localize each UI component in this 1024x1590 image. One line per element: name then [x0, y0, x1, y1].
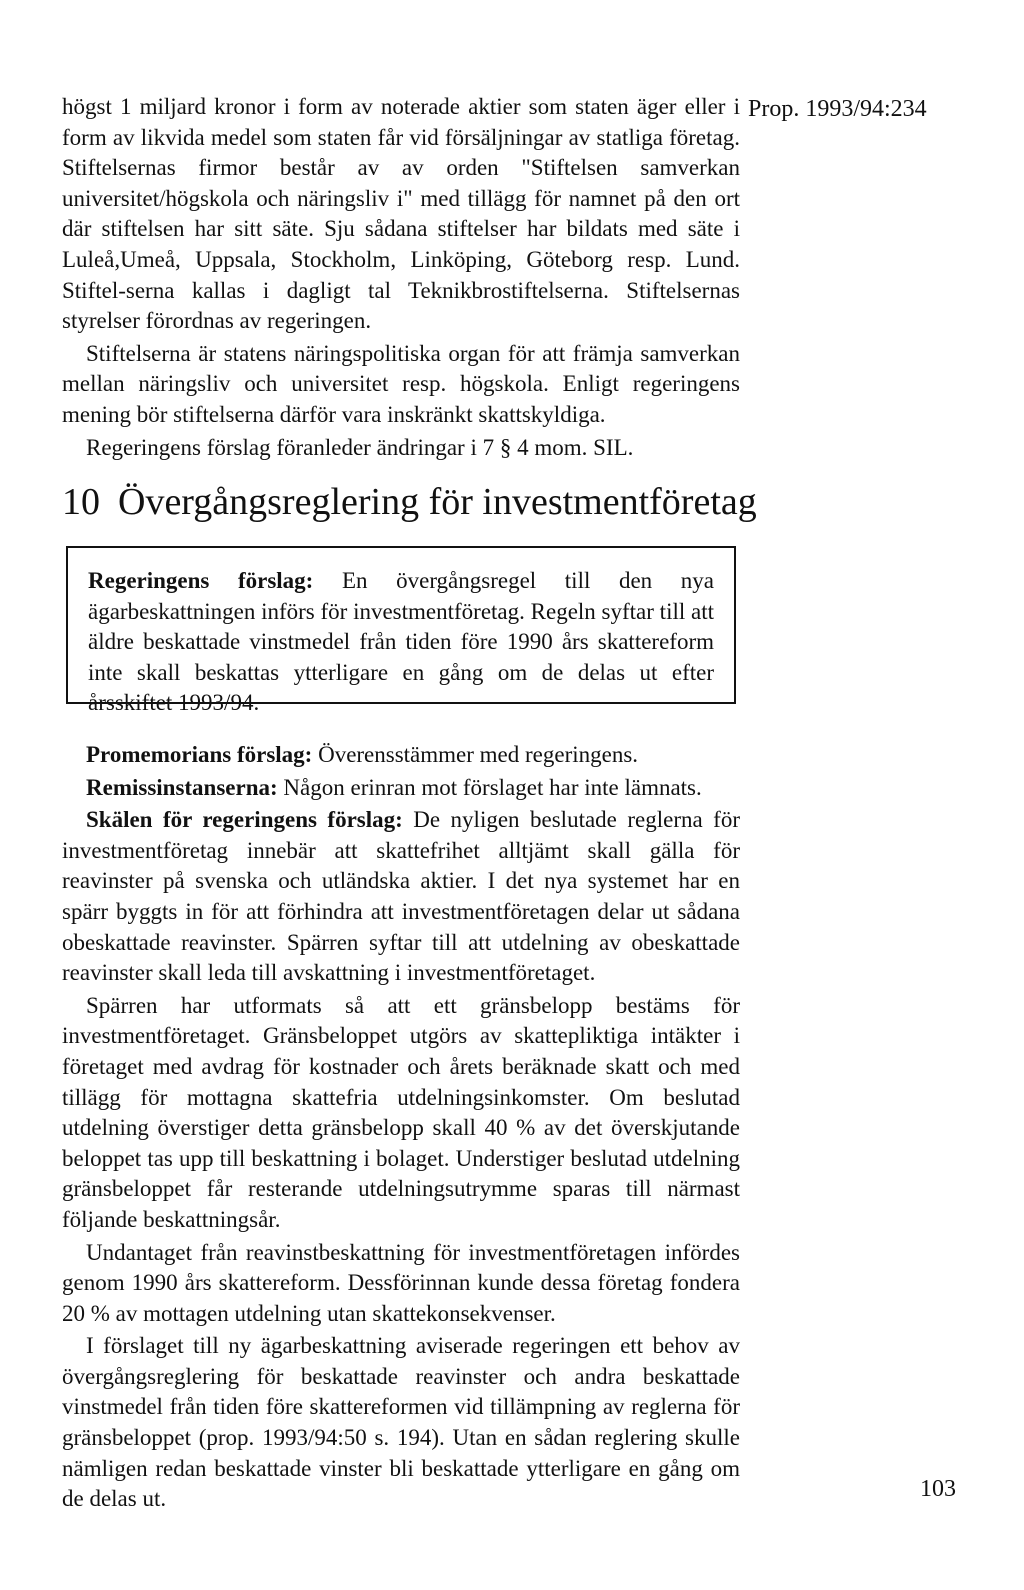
intro-paragraph-1: högst 1 miljard kronor i form av noterade aktier som staten äger eller i form av likvida medel som staten får vid försäljningar av statliga företag. Stiftelsernas firmor består av av orden "Stiftelsen samverkan universitet/högskola och näringsliv i" med tillägg för namnet på den ort där stiftelsen har sitt säte. Sju sådana stiftelser har bildats med säte i Luleå,Umeå, Uppsala, Stockholm, Linköping, Göteborg resp. Lund. Stiftel-serna kallas i dagligt tal Teknikbrostiftelserna. Stiftelsernas styrelser förordnas av regeringen.	[62, 94, 740, 334]
proposal-box	[66, 546, 736, 715]
memo-paragraph	[62, 740, 740, 771]
body-paragraph-1: Spärren har utformats så att ett gränsbelopp bestäms för investmentföretaget. Gränsbeloppet utgörs av skattepliktiga intäkter i företaget med avdrag för kostnader och årets beräknade skatt och med tillägg för mottagna skattefria utdelningsinkomster. Om beslutad utdelning överstiger detta gränsbelopp skall 40 % av det överskjutande beloppet tas upp till beskattning i bolaget. Understiger beslutad utdelning gränsbeloppet får resterande utdelningsutrymme sparas till närmast följande beskattningsår.	[62, 992, 740, 1232]
section-title: Övergångsreglering för investmentföretag	[118, 481, 757, 523]
proposal-text: En övergångsregel till den nya ägarbeskattningen införs för investmentföretag. Regeln syftar till att äldre beskattade vinstmedel från tiden före 1990 års skattereform inte skall beskattas ytterligare en gång om de delas ut efter årsskiftet 1993/94.	[88, 568, 714, 715]
body-paragraph-3: I förslaget till ny ägarbeskattning aviserade regeringen ett behov av övergångsreglering för beskattade reavinster och andra beskattade vinstmedel från tiden före skattereformen vid tillämpning av reglerna för gränsbeloppet (prop. 1993/94:50 s. 194). Utan en sådan reglering skulle nämligen redan beskattade vinster bli beskattade ytterligare en gång om de delas ut.	[62, 1333, 740, 1512]
main-text-block	[62, 740, 740, 1515]
intro-text-block	[62, 92, 740, 463]
reasons-paragraph	[62, 805, 740, 989]
remiss-paragraph	[62, 773, 740, 804]
proposal-label: Regeringens förslag:	[88, 568, 314, 593]
section-number: 10	[62, 481, 100, 523]
prop-reference: Prop. 1993/94:234	[748, 96, 927, 122]
section-heading	[62, 478, 762, 526]
reasons-text: De nyligen beslutade reglerna för investmentföretag innebär att skattefrihet alltjämt skall gälla för reavinster på svenska och utländska aktier. I det nya systemet har en spärr byggts in för att förhindra att investmentföretagen delar ut sådana obeskattade reavinster. Spärren syftar till att utdelning av obeskattade reavinster skall leda till avskattning i investmentföretaget.	[62, 807, 740, 986]
intro-paragraph-3: Regeringens förslag föranleder ändringar i 7 § 4 mom. SIL.	[86, 434, 634, 460]
proposal-paragraph	[88, 566, 714, 719]
remiss-text: Någon erinran mot förslaget har inte lämnats.	[277, 774, 702, 800]
memo-text: Överensstämmer med regeringens.	[312, 742, 639, 767]
body-paragraph-2: Undantaget från reavinstbeskattning för investmentföretagen infördes genom 1990 års skattereform. Dessförinnan kunde dessa företag fondera 20 % av mottagen utdelning utan skattekonsekvenser.	[62, 1239, 740, 1326]
reasons-label: Skälen för regeringens förslag:	[86, 807, 403, 833]
intro-paragraph-2: Stiftelserna är statens näringspolitiska organ för att främja samverkan mellan näringsliv och universitet resp. högskola. Enligt regeringens mening bör stiftelserna därför vara inskränkt skattskyldiga.	[62, 340, 740, 427]
remiss-label: Remissinstanserna:	[86, 774, 278, 800]
page-number: 103	[920, 1476, 956, 1502]
memo-label: Promemorians förslag:	[86, 742, 313, 767]
